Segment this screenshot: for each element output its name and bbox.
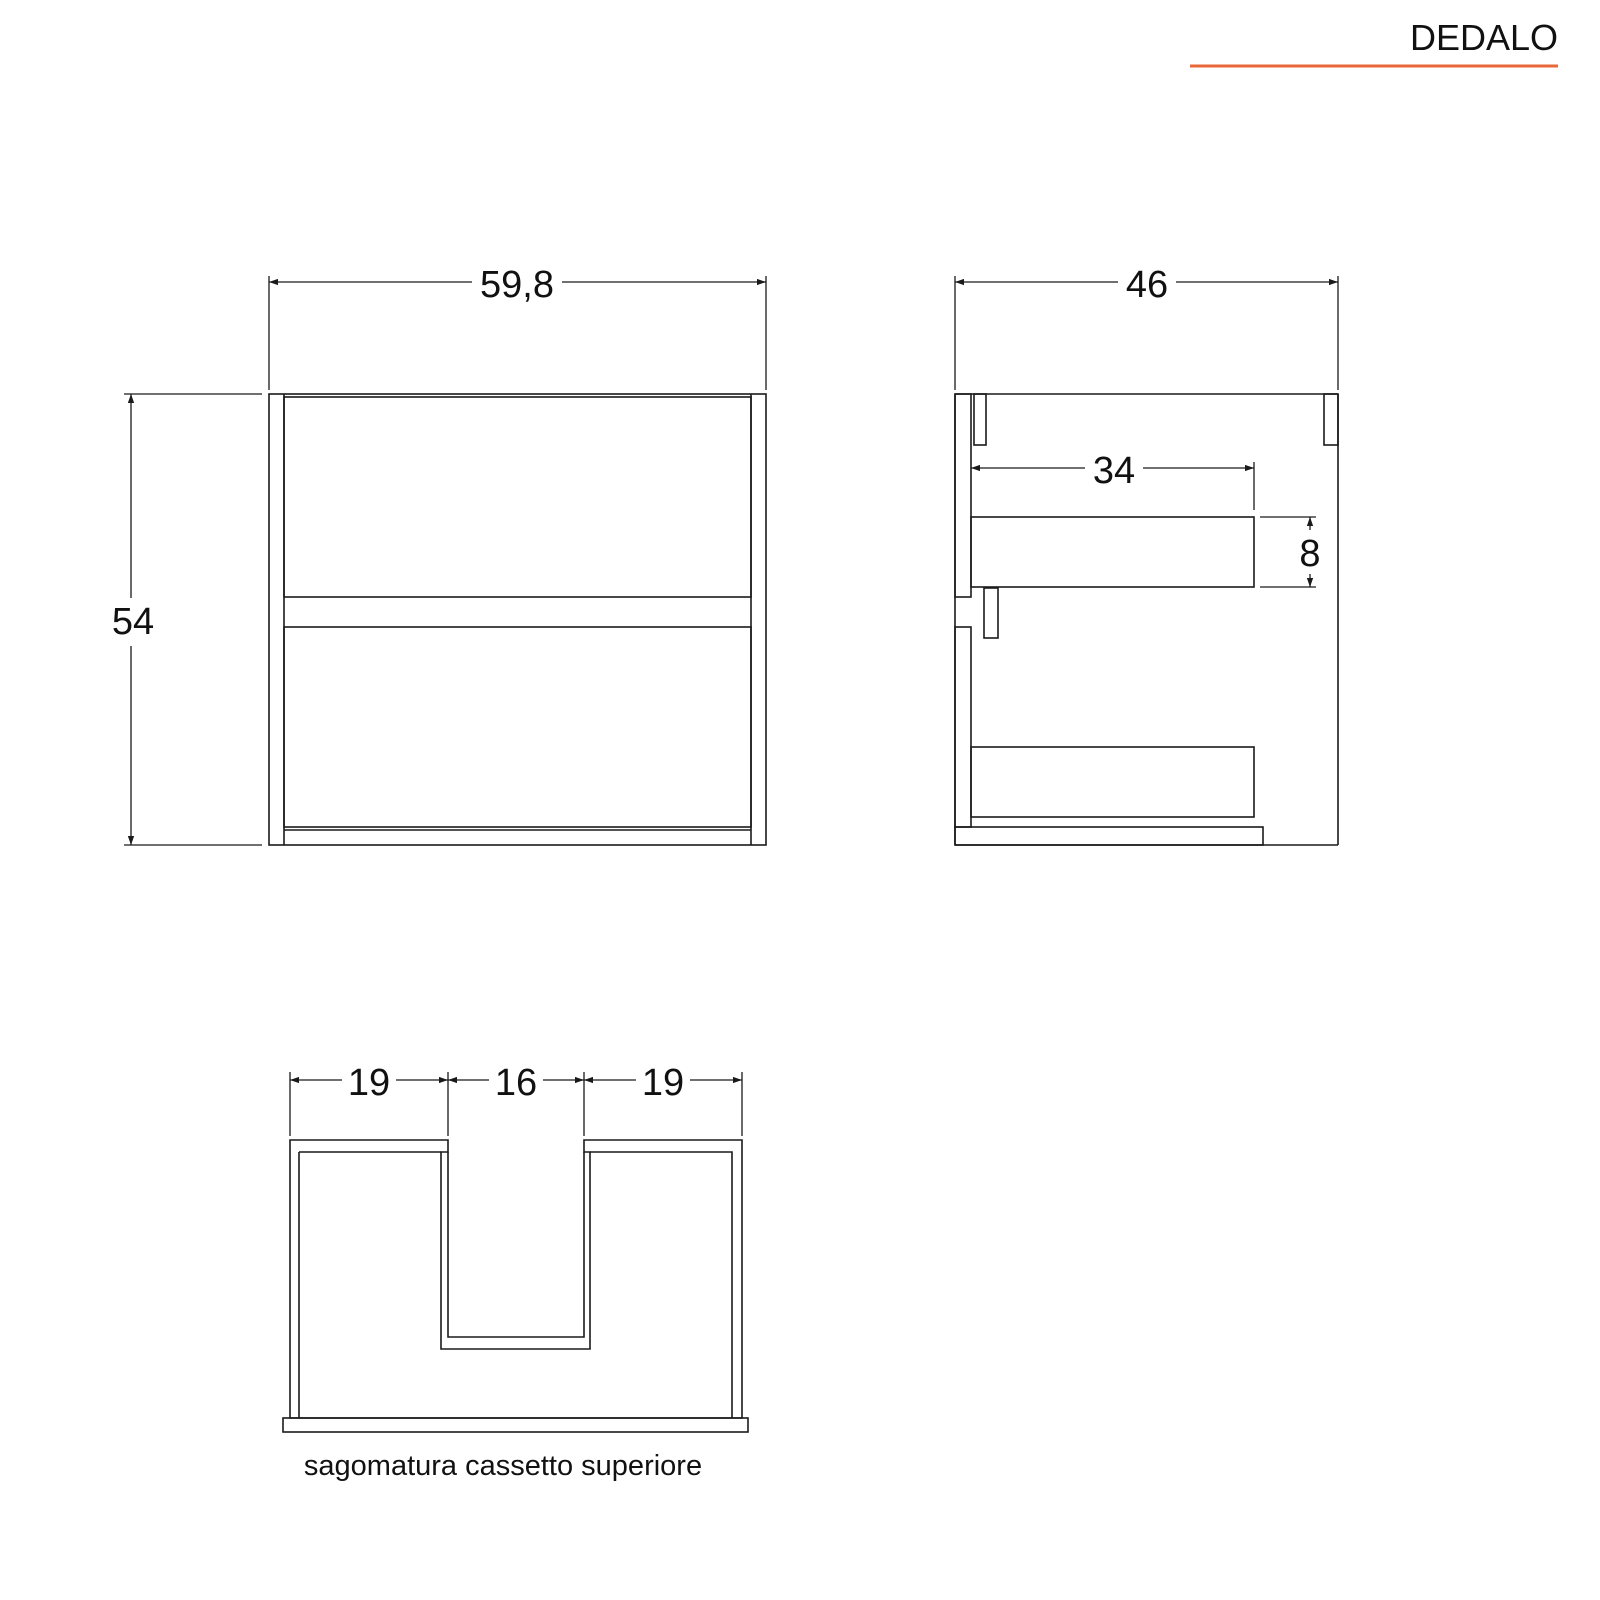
side-drawer-height-label: 8: [1299, 533, 1321, 575]
brand-header: [1190, 17, 1558, 66]
side-depth-label: 46: [1125, 264, 1169, 306]
side-drawer-height-dimension: [1260, 517, 1328, 587]
cutout-left-label: 19: [347, 1062, 391, 1104]
side-bottom-drawer-front: [955, 627, 971, 827]
cutout-caption: sagomatura cassetto superiore: [303, 1450, 703, 1482]
side-bottom-drawer-body: [971, 747, 1254, 817]
front-outer-frame: [269, 394, 766, 845]
front-width-dimension: [269, 258, 766, 390]
brand-name: DEDALO: [1409, 17, 1558, 58]
side-top-drawer-front: [955, 394, 971, 597]
side-base-plinth: [955, 827, 1263, 845]
cutout-right-label: 19: [641, 1062, 685, 1104]
cutout-inner-profile: [299, 1152, 732, 1418]
side-drawer-depth-dimension: [971, 444, 1254, 510]
cutout-dimension-chain: [290, 1056, 742, 1136]
side-drawer-depth-label: 34: [1092, 450, 1136, 492]
cutout-base-plinth: [283, 1418, 748, 1432]
front-view: [106, 258, 766, 845]
front-height-dimension: [106, 394, 262, 845]
cutout-middle-label: 16: [494, 1062, 538, 1104]
side-depth-dimension: [955, 258, 1338, 390]
side-view: [955, 258, 1338, 845]
front-height-label: 54: [111, 601, 155, 643]
front-width-label: 59,8: [480, 264, 554, 306]
cutout-outer-profile: [290, 1140, 742, 1418]
side-top-drawer-body: [971, 517, 1254, 587]
top-drawer-cutout: [283, 1056, 748, 1482]
front-bottom-drawer: [284, 627, 751, 827]
front-top-drawer: [284, 397, 751, 597]
